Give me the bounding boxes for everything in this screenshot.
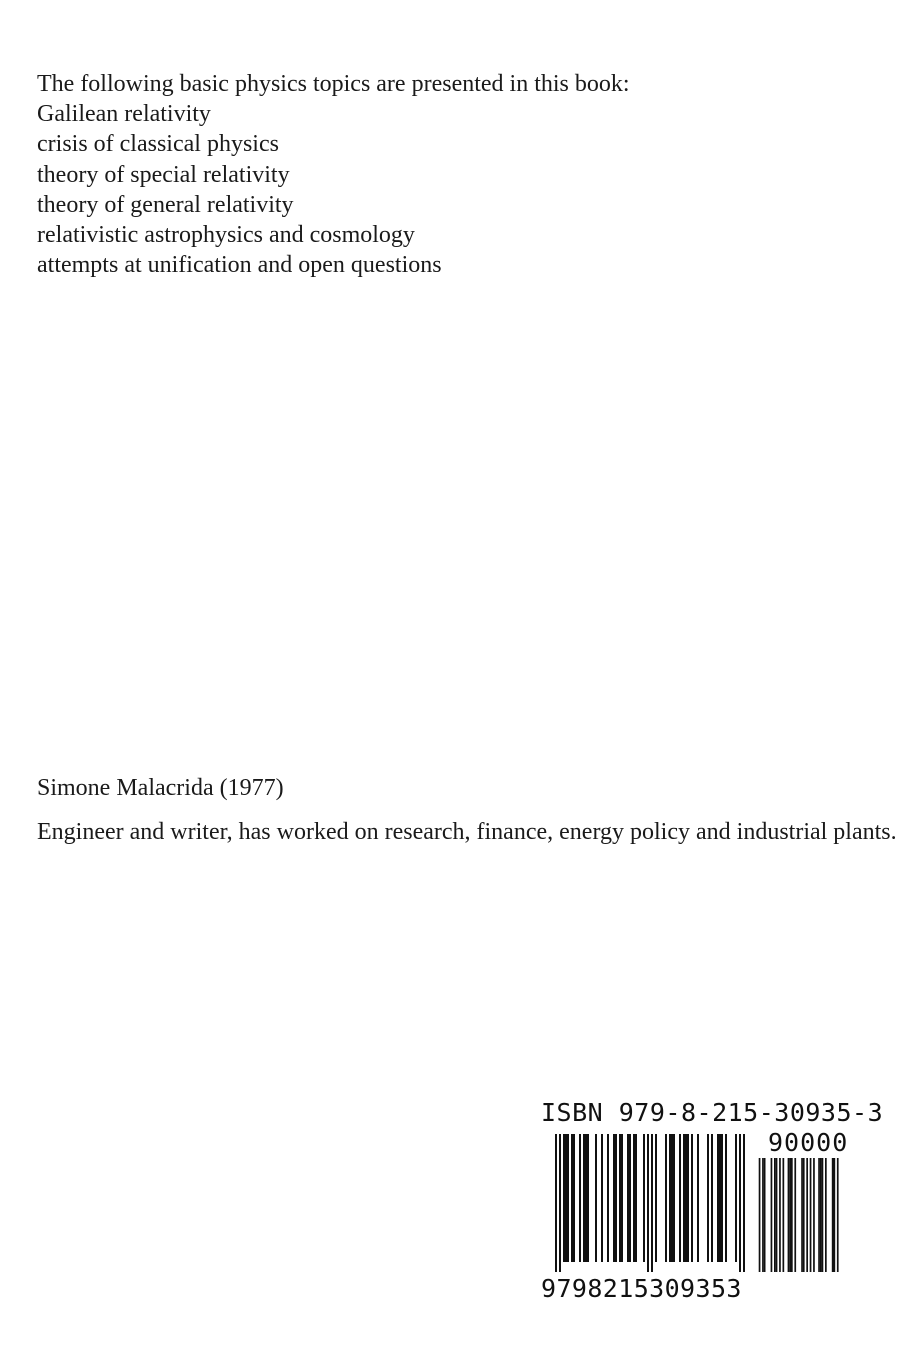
barcode-bar — [671, 1134, 673, 1262]
barcode-bar — [655, 1134, 657, 1262]
barcode-bar — [691, 1134, 693, 1262]
barcode-bar — [673, 1134, 675, 1262]
topic-item: relativistic astrophysics and cosmology — [37, 222, 415, 249]
barcode-bar — [585, 1134, 587, 1262]
barcode-bar — [633, 1134, 635, 1262]
barcode-bar — [619, 1134, 621, 1262]
addon-price-code: 90000 — [768, 1128, 849, 1157]
barcode-bar — [725, 1134, 727, 1262]
topic-item: theory of general relativity — [37, 191, 294, 218]
barcode-bar — [735, 1134, 737, 1262]
barcode-bar — [615, 1134, 617, 1262]
barcode-bar — [579, 1134, 581, 1262]
isbn-label: ISBN 979-8-215-30935-3 — [541, 1098, 884, 1127]
barcode-bar — [647, 1134, 649, 1272]
barcode-bar — [721, 1134, 723, 1262]
barcode-bar — [707, 1134, 709, 1262]
topic-item: theory of special relativity — [37, 161, 290, 188]
barcode-bar — [587, 1134, 589, 1262]
barcode-bar — [583, 1134, 585, 1262]
barcode-bar — [679, 1134, 681, 1262]
addon-bar — [820, 1158, 822, 1272]
barcode-bar — [665, 1134, 667, 1262]
addon-bar — [771, 1158, 773, 1272]
topic-item: crisis of classical physics — [37, 131, 279, 158]
addon-bar — [762, 1158, 764, 1272]
barcode-bar — [717, 1134, 719, 1262]
barcode-bar — [743, 1134, 745, 1272]
addon-bar — [789, 1158, 791, 1272]
barcode-bar — [565, 1134, 567, 1262]
barcode-bar — [595, 1134, 597, 1262]
topic-item: attempts at unification and open questions — [37, 252, 442, 279]
addon-bar — [776, 1158, 778, 1272]
addon-bar — [783, 1158, 785, 1272]
addon-bar — [818, 1158, 820, 1272]
addon-bar — [813, 1158, 815, 1272]
addon-bar — [774, 1158, 776, 1272]
addon-bar — [806, 1158, 808, 1272]
addon-bar — [810, 1158, 812, 1272]
barcode-bar — [697, 1134, 699, 1262]
barcode-bar — [683, 1134, 685, 1262]
addon-bar — [837, 1158, 839, 1272]
addon-bar — [803, 1158, 805, 1272]
barcode-bar — [613, 1134, 615, 1262]
barcode-bar — [669, 1134, 671, 1262]
addon-bar — [764, 1158, 766, 1272]
topics-heading: The following basic physics topics are presented in this book: — [37, 71, 630, 97]
barcode-bar — [563, 1134, 565, 1262]
author-name: Simone Malacrida (1977) — [37, 775, 284, 801]
addon-bar — [759, 1158, 761, 1272]
barcode-bar — [629, 1134, 631, 1262]
barcode-bar — [571, 1134, 573, 1262]
barcode-bar — [687, 1134, 689, 1262]
barcode-bar — [559, 1134, 561, 1272]
barcode-bar — [627, 1134, 629, 1262]
barcode-bar — [643, 1134, 645, 1262]
addon-bar — [822, 1158, 824, 1272]
barcode-bar — [635, 1134, 637, 1262]
addon-bar — [834, 1158, 836, 1272]
barcode-bar — [567, 1134, 569, 1262]
barcode-bar — [739, 1134, 741, 1272]
barcode-bar — [607, 1134, 609, 1262]
addon-bar — [825, 1158, 827, 1272]
barcode-bar — [685, 1134, 687, 1262]
barcode-bar — [711, 1134, 713, 1262]
barcode-bar — [651, 1134, 653, 1272]
addon-bar — [779, 1158, 781, 1272]
addon-bar — [791, 1158, 793, 1272]
isbn-barcode — [555, 1134, 855, 1274]
barcode-bar — [601, 1134, 603, 1262]
topic-item: Galilean relativity — [37, 101, 211, 128]
barcode-bar — [719, 1134, 721, 1262]
barcode-bar — [573, 1134, 575, 1262]
topics-section — [37, 69, 877, 280]
barcode-bar — [555, 1134, 557, 1272]
addon-bar — [832, 1158, 834, 1272]
addon-bar — [801, 1158, 803, 1272]
barcode-digits: 9798215309353 — [541, 1274, 742, 1303]
barcode-bar — [621, 1134, 623, 1262]
author-bio: Engineer and writer, has worked on research, finance, energy policy and industrial plants. — [37, 819, 897, 846]
author-section — [37, 773, 897, 847]
addon-bar — [788, 1158, 790, 1272]
addon-bar — [794, 1158, 796, 1272]
